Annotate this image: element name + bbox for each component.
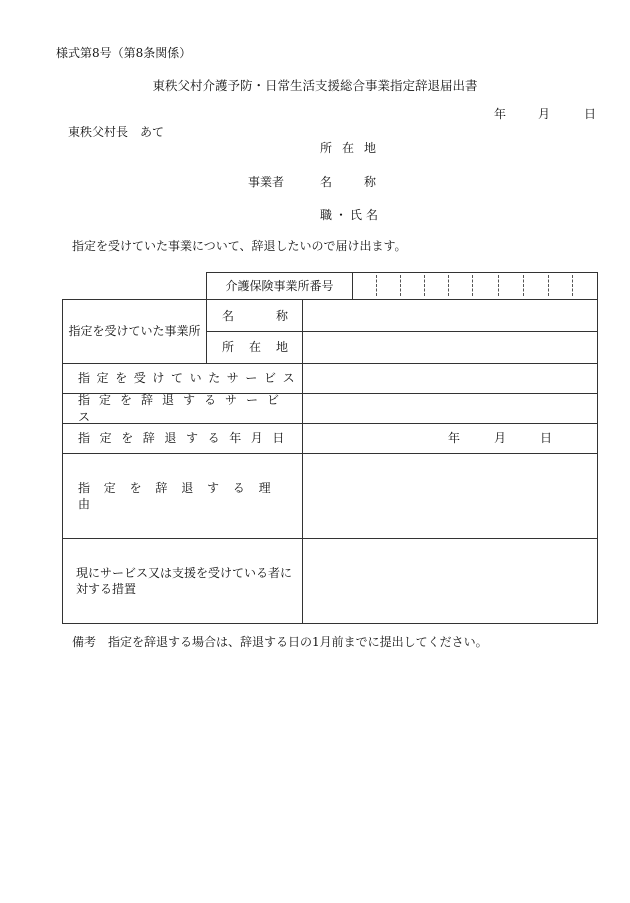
applicant-name-char-2: 称: [364, 175, 377, 189]
applicant-title-char-1: 職: [320, 208, 333, 222]
withdraw-date-label: 指定を辞退する年月日: [78, 431, 295, 446]
applicant-location-char-1: 所: [320, 141, 333, 155]
document-title: 東秩父村介護予防・日常生活支援総合事業指定辞退届出書: [152, 78, 478, 93]
table-border-right: [597, 272, 598, 624]
office-label: 指定を受けていた事業所: [68, 324, 201, 339]
measures-label: 現にサービス又は支援を受けている者に対する措置: [76, 565, 293, 596]
applicant-title-char-2: ・: [335, 208, 348, 222]
applicant-location-char-3: 地: [364, 141, 377, 155]
office-location-char-1: 所: [222, 340, 235, 354]
header-date-month: 月: [538, 107, 551, 121]
withdraw-date-year: 年: [448, 431, 461, 445]
table-border-bottom: [62, 623, 597, 624]
applicant-title-char-3: 氏: [350, 208, 363, 222]
applicant-title-char-4: 名: [366, 208, 379, 222]
measures-input[interactable]: [303, 539, 597, 623]
remarks-note: 備考 指定を辞退する場合は、辞退する日の1月前までに提出してください。: [72, 635, 488, 649]
service-received-label: 指定を受けていたサービス: [78, 371, 302, 386]
office-number-label: 介護保険事業所番号: [225, 278, 334, 293]
header-date-year: 年: [494, 107, 507, 121]
withdraw-date-day: 日: [540, 431, 553, 445]
applicant-name-char-1: 名: [320, 175, 333, 189]
office-name-input[interactable]: [303, 300, 597, 331]
header-date-day: 日: [584, 107, 597, 121]
business-operator-label: 事業者: [248, 175, 285, 189]
service-withdraw-input[interactable]: [303, 394, 597, 423]
office-location-char-2: 在: [249, 340, 262, 354]
service-received-input[interactable]: [303, 364, 597, 393]
office-name-char-2: 称: [276, 309, 289, 323]
addressee: 東秩父村長 あて: [68, 125, 165, 139]
office-number-input[interactable]: [353, 273, 597, 299]
office-location-char-3: 地: [276, 340, 289, 354]
form-number: 様式第8号（第8条関係）: [56, 46, 192, 60]
applicant-location-char-2: 在: [342, 141, 355, 155]
office-name-char-1: 名: [222, 309, 235, 323]
withdraw-reason-input[interactable]: [303, 454, 597, 538]
office-location-input[interactable]: [303, 332, 597, 363]
withdraw-reason-label: 指定を辞退する理由: [78, 480, 285, 511]
statement-text: 指定を受けていた事業について、辞退したいので届け出ます。: [72, 239, 407, 253]
service-withdraw-label: 指定を辞退するサービス: [78, 393, 289, 424]
withdraw-date-month: 月: [494, 431, 507, 445]
